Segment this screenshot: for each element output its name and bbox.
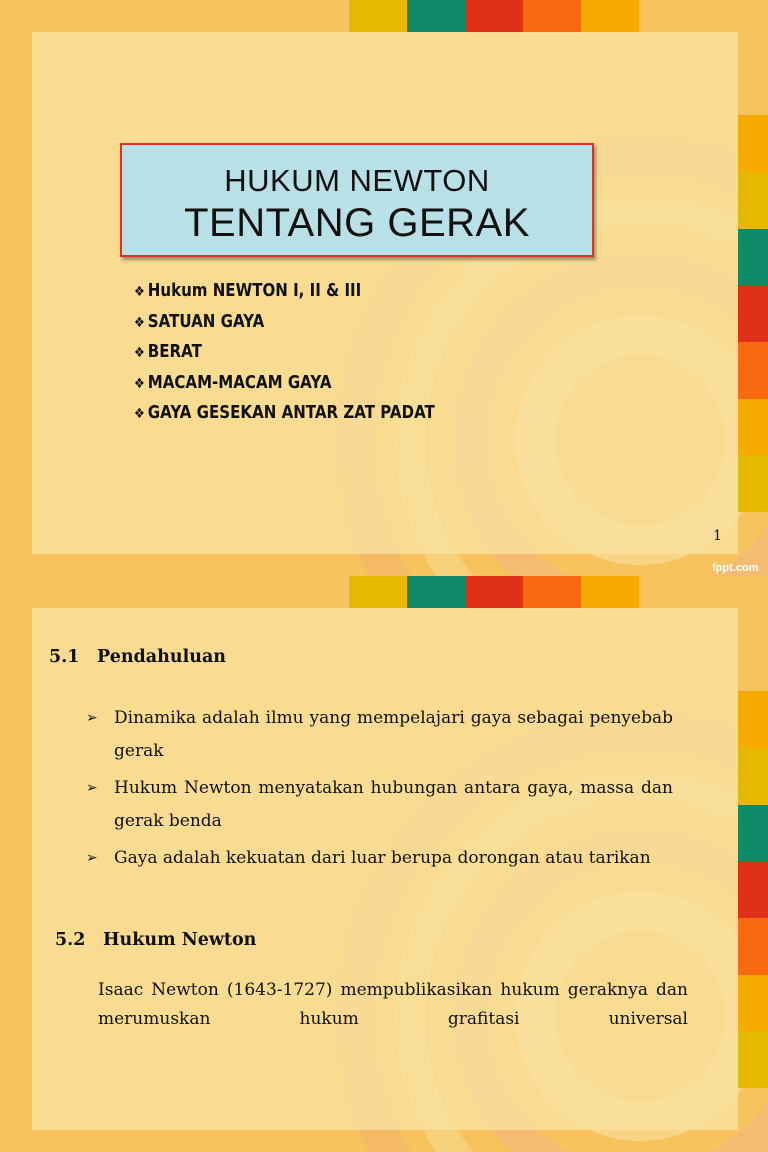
- diamond-bullet-icon: ❖: [134, 345, 145, 361]
- topic-item: ❖ SATUAN GAYA: [134, 311, 265, 332]
- list-item: ➢ Hukum Newton menyatakan hubungan antara gaya, massa dan gerak benda: [86, 772, 673, 838]
- topic-list: [134, 281, 484, 434]
- slide-2: [0, 576, 768, 1152]
- topic-item: ❖ GAYA GESEKAN ANTAR ZAT PADAT: [134, 403, 435, 423]
- diamond-bullet-icon: ❖: [134, 406, 145, 422]
- diamond-bullet-icon: ❖: [134, 314, 145, 331]
- intro-bullet-list: [86, 702, 673, 879]
- topic-item: ❖ MACAM-MACAM GAYA: [134, 372, 332, 393]
- arrow-bullet-icon: ➢: [86, 710, 98, 726]
- slide-title-line-2: TENTANG GERAK: [184, 201, 530, 245]
- topic-item: ❖ BERAT: [134, 342, 202, 362]
- diamond-bullet-icon: ❖: [134, 284, 145, 300]
- diamond-bullet-icon: ❖: [134, 375, 145, 392]
- arrow-bullet-icon: ➢: [86, 780, 98, 796]
- topic-item: ❖ Hukum NEWTON I, II & III: [134, 281, 362, 301]
- title-box: [120, 143, 594, 257]
- slide-title-line-1: HUKUM NEWTON: [224, 163, 490, 198]
- section-heading-5-2: 5.2 Hukum Newton: [55, 930, 257, 950]
- page-number: 1: [713, 528, 722, 544]
- newton-paragraph: Isaac Newton (1643-1727) mempublikasikan hukum geraknya dan merumuskan hukum grafitasi universal: [98, 980, 688, 1029]
- arrow-bullet-icon: ➢: [86, 850, 98, 866]
- brand-watermark: fppt.com: [712, 562, 759, 574]
- list-item: ➢ Gaya adalah kekuatan dari luar berupa dorongan atau tarikan: [86, 842, 673, 875]
- list-item: ➢ Dinamika adalah ilmu yang mempelajari gaya sebagai penyebab gerak: [86, 702, 673, 768]
- section-heading-5-1: 5.1 Pendahuluan: [49, 647, 227, 667]
